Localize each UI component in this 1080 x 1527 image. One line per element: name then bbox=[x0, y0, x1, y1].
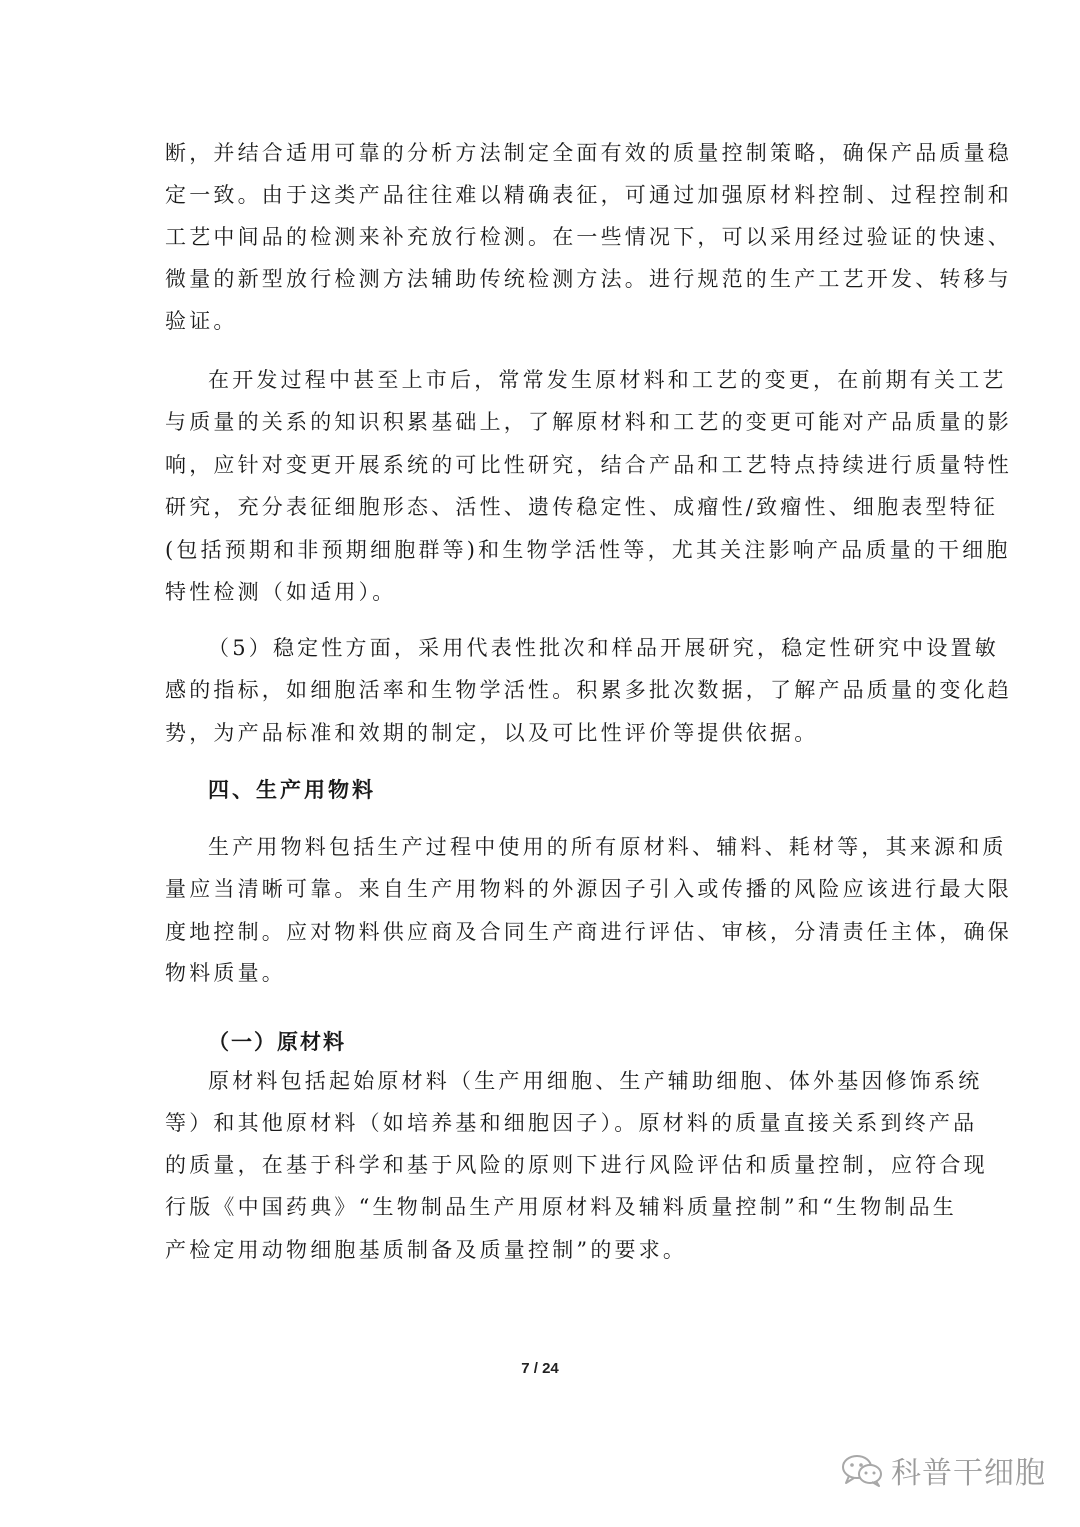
paragraph-5-line-1: 原材料包括起始原材料（生产用细胞、生产辅助细胞、体外基因修饰系统 bbox=[208, 1069, 983, 1093]
watermark-text: 科普干细胞 bbox=[891, 1456, 1046, 1491]
paragraph-4-line-4: 物料质量。 bbox=[165, 961, 286, 985]
paragraph-2-line-3: 响，应针对变更开展系统的可比性研究，结合产品和工艺特点持续进行质量特性 bbox=[165, 453, 1012, 477]
paragraph-4-line-1: 生产用物料包括生产过程中使用的所有原材料、辅料、耗材等，其来源和质 bbox=[208, 835, 1007, 859]
paragraph-1-line-3: 工艺中间品的检测来补充放行检测。在一些情况下，可以采用经过验证的快速、 bbox=[165, 225, 1012, 249]
paragraph-5-line-3: 的质量，在基于科学和基于风险的原则下进行风险评估和质量控制，应符合现 bbox=[165, 1153, 988, 1177]
page-number: 7 / 24 bbox=[521, 1360, 559, 1377]
paragraph-4-line-3: 度地控制。应对物料供应商及合同生产商进行评估、审核，分清责任主体，确保 bbox=[165, 920, 1012, 944]
section-4-heading: 四、生产用物料 bbox=[208, 777, 376, 802]
paragraph-1-line-2: 定一致。由于这类产品往往难以精确表征，可通过加强原材料控制、过程控制和 bbox=[165, 183, 1012, 207]
paragraph-5-line-4: 行版《中国药典》“生物制品生产用原材料及辅料质量控制”和“生物制品生 bbox=[165, 1195, 958, 1219]
paragraph-2-line-6: 特性检测（如适用）。 bbox=[165, 580, 397, 604]
paragraph-2-line-1: 在开发过程中甚至上市后，常常发生原材料和工艺的变更，在前期有关工艺 bbox=[208, 368, 1007, 392]
paragraph-2-line-4: 研究，充分表征细胞形态、活性、遗传稳定性、成瘤性/致瘤性、细胞表型特征 bbox=[165, 495, 999, 519]
wechat-icon bbox=[841, 1453, 883, 1487]
paragraph-2-line-2: 与质量的关系的知识积累基础上，了解原材料和工艺的变更可能对产品质量的影 bbox=[165, 410, 1012, 434]
paragraph-3-line-3: 势，为产品标准和效期的制定，以及可比性评价等提供依据。 bbox=[165, 721, 819, 745]
paragraph-1-line-4: 微量的新型放行检测方法辅助传统检测方法。进行规范的生产工艺开发、转移与 bbox=[165, 267, 1012, 291]
watermark bbox=[841, 1448, 1046, 1492]
paragraph-3-line-1: （5）稳定性方面，采用代表性批次和样品开展研究，稳定性研究中设置敏 bbox=[208, 636, 999, 660]
paragraph-1-line-5: 验证。 bbox=[165, 309, 238, 333]
paragraph-5-line-5: 产检定用动物细胞基质制备及质量控制”的要求。 bbox=[165, 1238, 688, 1262]
paragraph-3-line-2: 感的指标，如细胞活率和生物学活性。积累多批次数据，了解产品质量的变化趋 bbox=[165, 678, 1012, 702]
paragraph-5-line-2: 等）和其他原材料（如培养基和细胞因子）。原材料的质量直接关系到终产品 bbox=[165, 1111, 978, 1135]
paragraph-2-line-5: (包括预期和非预期细胞群等)和生物学活性等，尤其关注影响产品质量的干细胞 bbox=[165, 538, 1011, 562]
paragraph-4-line-2: 量应当清晰可靠。来自生产用物料的外源因子引入或传播的风险应该进行最大限 bbox=[165, 877, 1012, 901]
paragraph-1-line-1: 断，并结合适用可靠的分析方法制定全面有效的质量控制策略，确保产品质量稳 bbox=[165, 141, 1012, 165]
subsection-1-heading: （一）原材料 bbox=[208, 1029, 346, 1054]
